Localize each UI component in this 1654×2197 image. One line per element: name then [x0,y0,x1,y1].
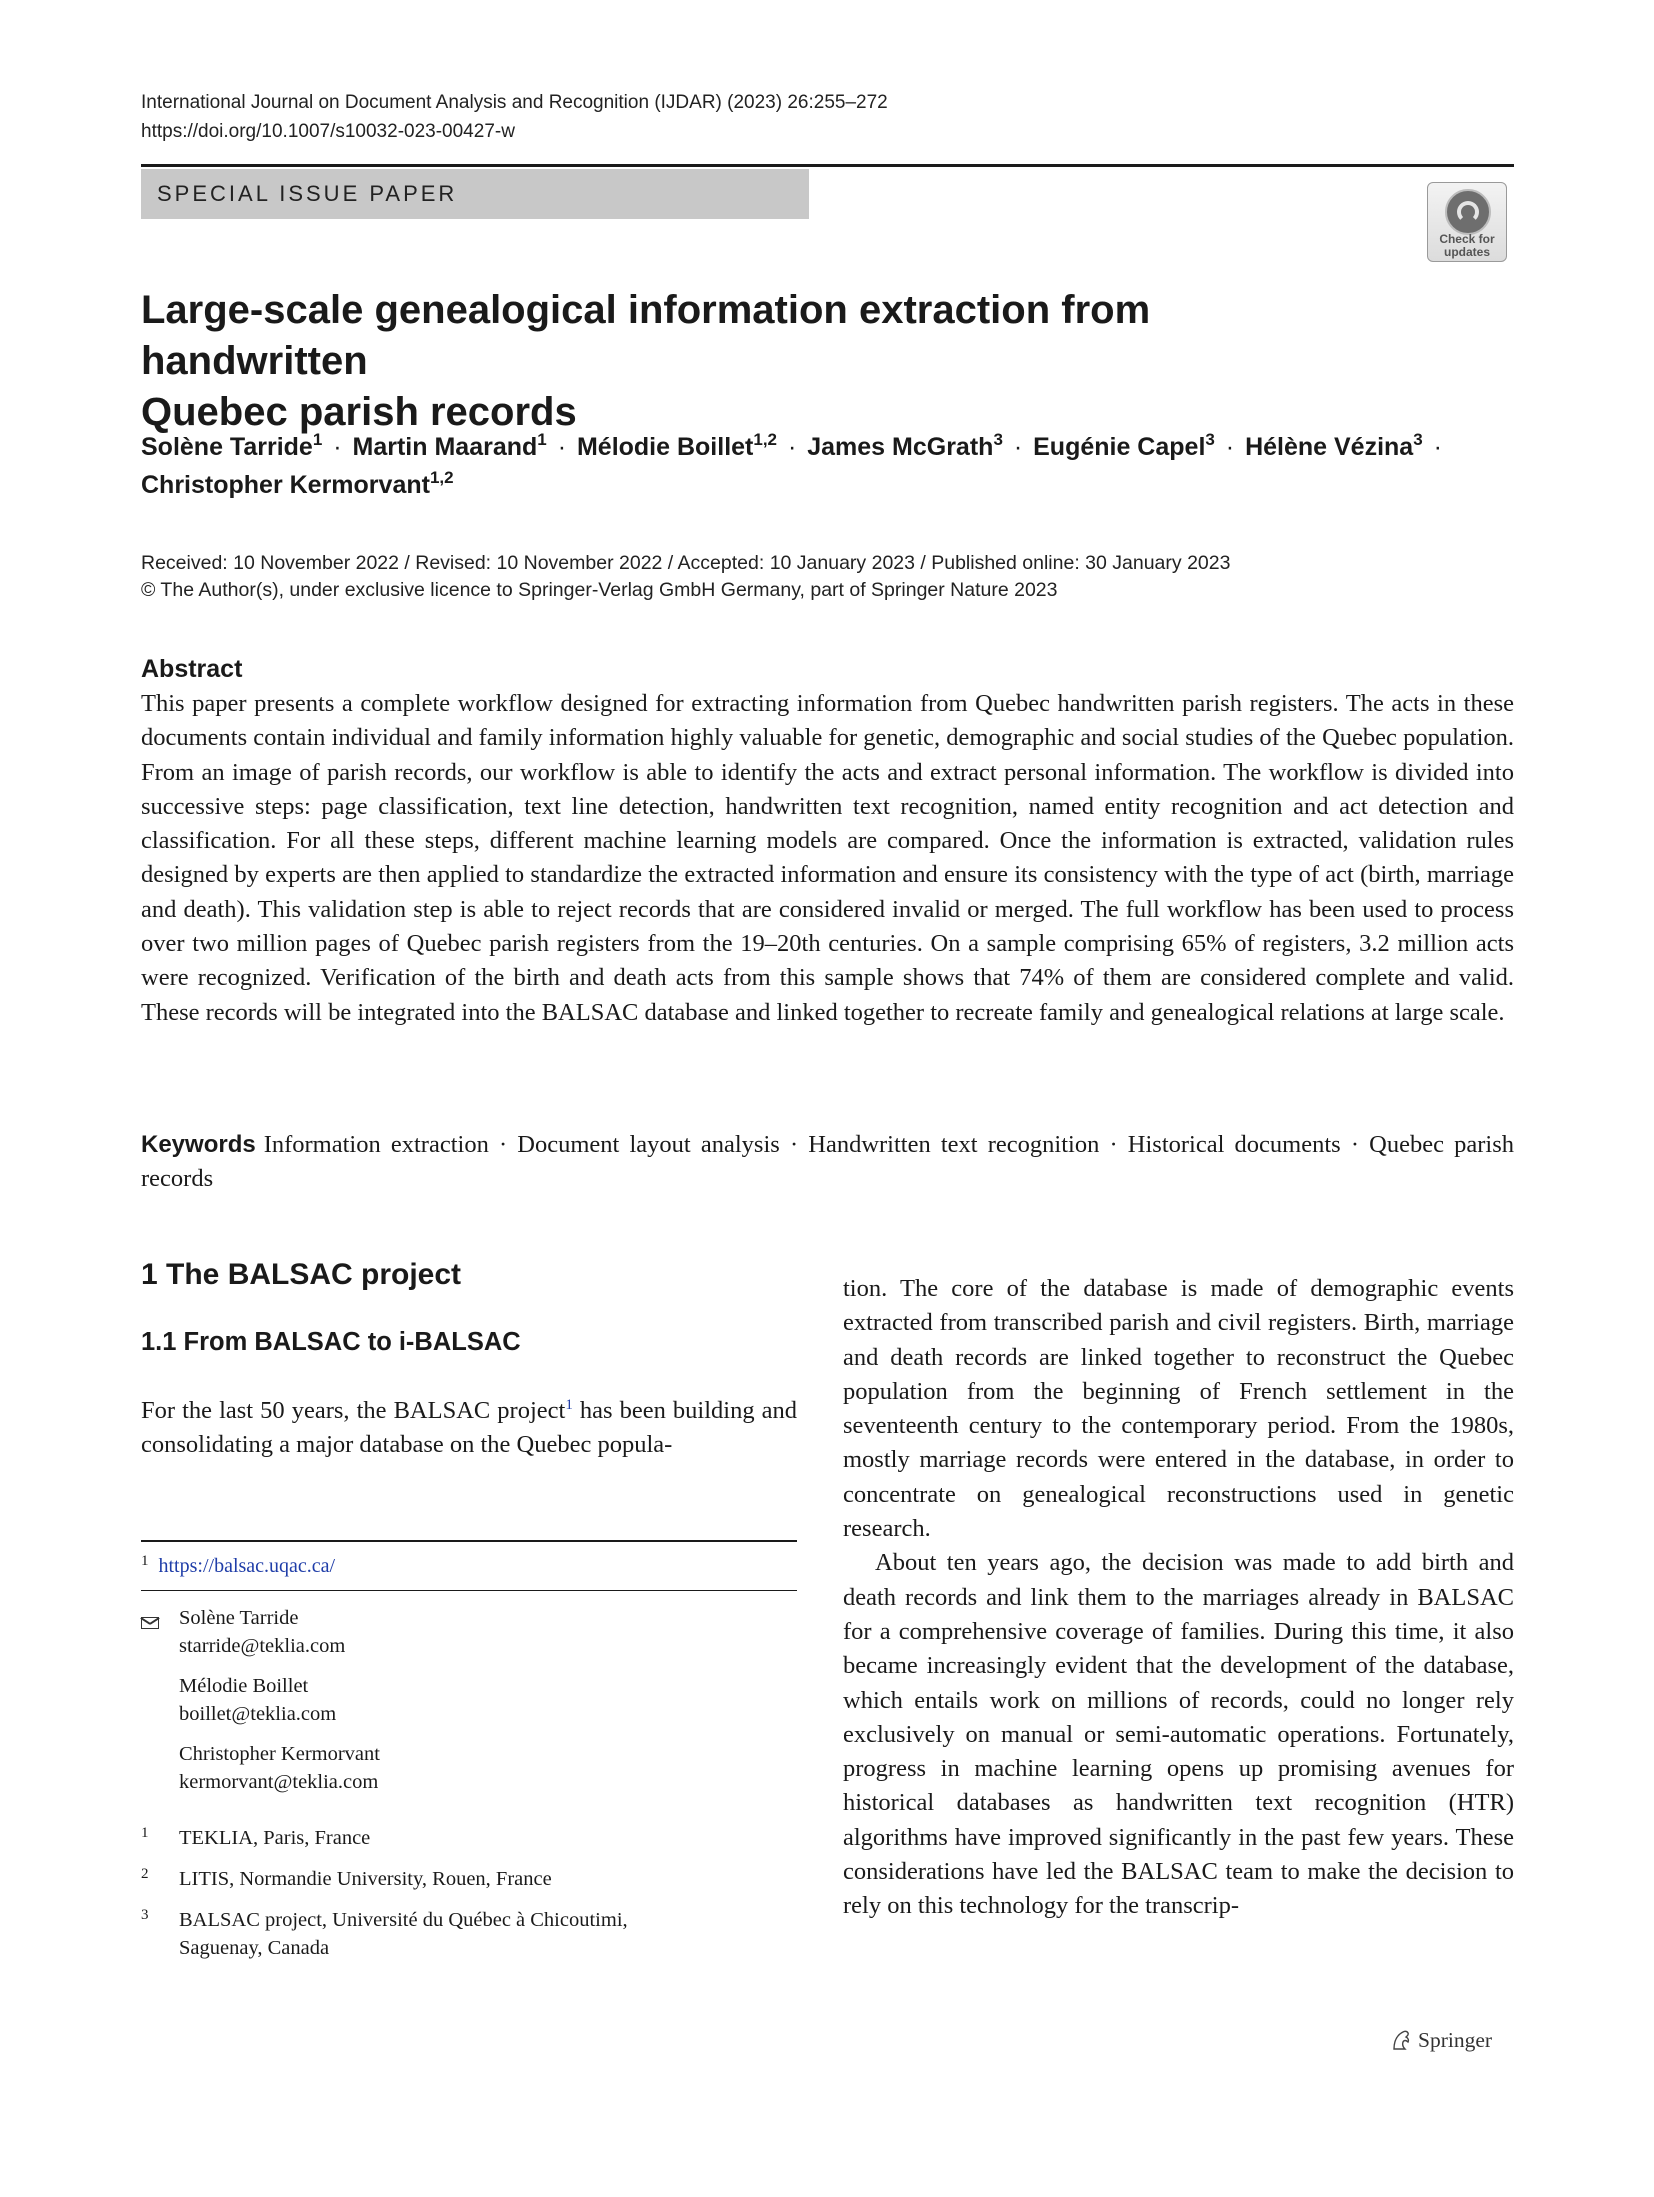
right-column-text [843,1272,1514,1924]
subsection-heading: 1.1 From BALSAC to i-BALSAC [141,1328,521,1356]
contact-name: Mélodie Boillet [179,1675,309,1697]
abstract-heading: Abstract [141,655,243,683]
footnote-rule [141,1540,797,1542]
contact-name: Christopher Kermorvant [179,1743,380,1765]
author: Solène Tarride$^1$ [141,430,323,461]
footnote-marker[interactable]: 1 [565,1397,573,1413]
contact-email[interactable]: kermorvant@teklia.com [179,1770,379,1793]
contact-entry [179,1673,336,1728]
keywords [141,1128,1514,1197]
affiliation: TEKLIA, Paris, France [179,1827,371,1849]
author: Eugénie Capel$^3$ [1033,430,1215,461]
contact-entry [179,1605,345,1660]
doi-link[interactable]: https://doi.org/10.1007/s10032-023-00427-w [141,121,515,142]
footnote-divider [141,1590,797,1591]
affiliation-number: 1 [141,1825,149,1841]
check-for-updates-badge[interactable] [1427,182,1507,262]
journal-header [141,88,888,146]
affiliation: BALSAC project, Université du Québec à Chicoutimi, Saguenay, Canada [179,1909,628,1959]
affiliation: LITIS, Normandie University, Rouen, France [179,1868,552,1890]
contact-email[interactable]: starride@teklia.com [179,1634,346,1657]
section-heading: 1 The BALSAC project [141,1258,462,1291]
footnote: $^1$ https://balsac.uqac.ca/ [141,1553,336,1577]
affiliation-number: 2 [141,1866,149,1882]
springer-horse-icon [1388,2027,1414,2053]
footnote-link[interactable]: https://balsac.uqac.ca/ [158,1555,336,1577]
body-paragraph: tion. The core of the database is made of demographic events extracted from transcribed parish and civil registers. Birth, marriage and death records are linked together to reconstruct the Quebec population from the beginning of French settlement in the seventeenth century to the contemporary period. From the 1980s, mostly marriage records were entered in the database, in order to concentrate on genealogical reconstructions used in genetic research. [843,1275,1514,1543]
copyright-line: © The Author(s), under exclusive licence to Springer-Verlag GmbH Germany, part of Springer Nature 2023 [141,579,1058,601]
author: Mélodie Boillet$^{1,2}$ [576,430,778,461]
keywords-label: Keywords [141,1131,256,1158]
affiliation-number: 3 [141,1907,149,1923]
author-list: Solène Tarride$^1$ · Martin Maarand$^1$ · Mélodie Boillet$^{1,2}$ · James McGrath$^3$ · Eugénie Capel$^3$ · Hélène Vézina$^3$ · Christopher Kermorvant$^{1,2}$ [141,430,1442,499]
body-paragraph: For the last 50 years, the BALSAC project$^1$ has been building and consolidating a major database on the Quebec popula- [141,1397,798,1459]
history-dates: Received: 10 November 2022 / Revised: 10 November 2022 / Accepted: 10 January 2023 / Published online: 30 January 2023 [141,552,1231,574]
author: James McGrath$^3$ [807,430,1003,461]
journal-citation: International Journal on Document Analysis and Recognition (IJDAR) (2023) 26:255–272 [141,92,888,113]
publication-dates [141,550,1230,604]
crossmark-icon [1445,189,1491,235]
author: Christopher Kermorvant$^{1,2}$ [141,468,454,499]
paper-title: Large-scale genealogical information extraction from handwritten Quebec parish records [141,288,1151,434]
envelope-icon [141,1617,159,1629]
body-paragraph: About ten years ago, the decision was made to add birth and death records and link them to the marriages already in BALSAC for a comprehensive coverage of families. During this time, it also became increasingly evident that the development of the database, which entails work on millions of records, could no longer rely exclusively on manual or semi-automatic operations. Fortunately, progress in machine learning opens up promising avenues for historical databases as handwritten text recognition (HTR) algorithms have improved significantly in the past few years. These considerations have led the BALSAC team to make the decision to rely on this technology for the transcrip- [843,1549,1514,1920]
abstract-text: This paper presents a complete workflow designed for extracting information from Quebec handwritten parish registers. The acts in these documents contain individual and family information highly valuable for genetic, demographic and social studies of the Quebec population. From an image of parish records, our workflow is able to identify the acts and extract personal information. The workflow is divided into successive steps: page classification, text line detection, handwritten text recognition, named entity recognition and act detection and classification. For all these steps, different machine learning models are compared. Once the information is extracted, validation rules designed by experts are then applied to standardize the extracted information and ensure its consistency with the type of act (birth, marriage and death). This validation step is able to reject records that are considered invalid or merged. The full workflow has been used to process over two million pages of Quebec parish registers from the 19–20th centuries. On a sample comprising 65% of registers, 3.2 million acts were recognized. Verification of the birth and death acts from this sample shows that 74% of them are considered complete and valid. These records will be integrated into the BALSAC database and linked together to recreate family and genealogical relations at large scale. [141,690,1514,1026]
section-label: SPECIAL ISSUE PAPER [141,169,809,219]
publisher-logo-text: Springer [1418,2028,1493,2052]
check-for-updates-label: Check for updates [1439,232,1495,259]
author: Martin Maarand$^1$ [352,430,547,461]
keywords-text: Information extraction · Document layout analysis · Handwritten text recognition · Historical documents · Quebec parish records [141,1131,1514,1193]
contact-name: Solène Tarride [179,1607,299,1629]
header-rule [141,164,1514,167]
contact-entry [179,1741,380,1796]
contact-email[interactable]: boillet@teklia.com [179,1702,337,1725]
author: Hélène Vézina$^3$ [1245,430,1423,461]
